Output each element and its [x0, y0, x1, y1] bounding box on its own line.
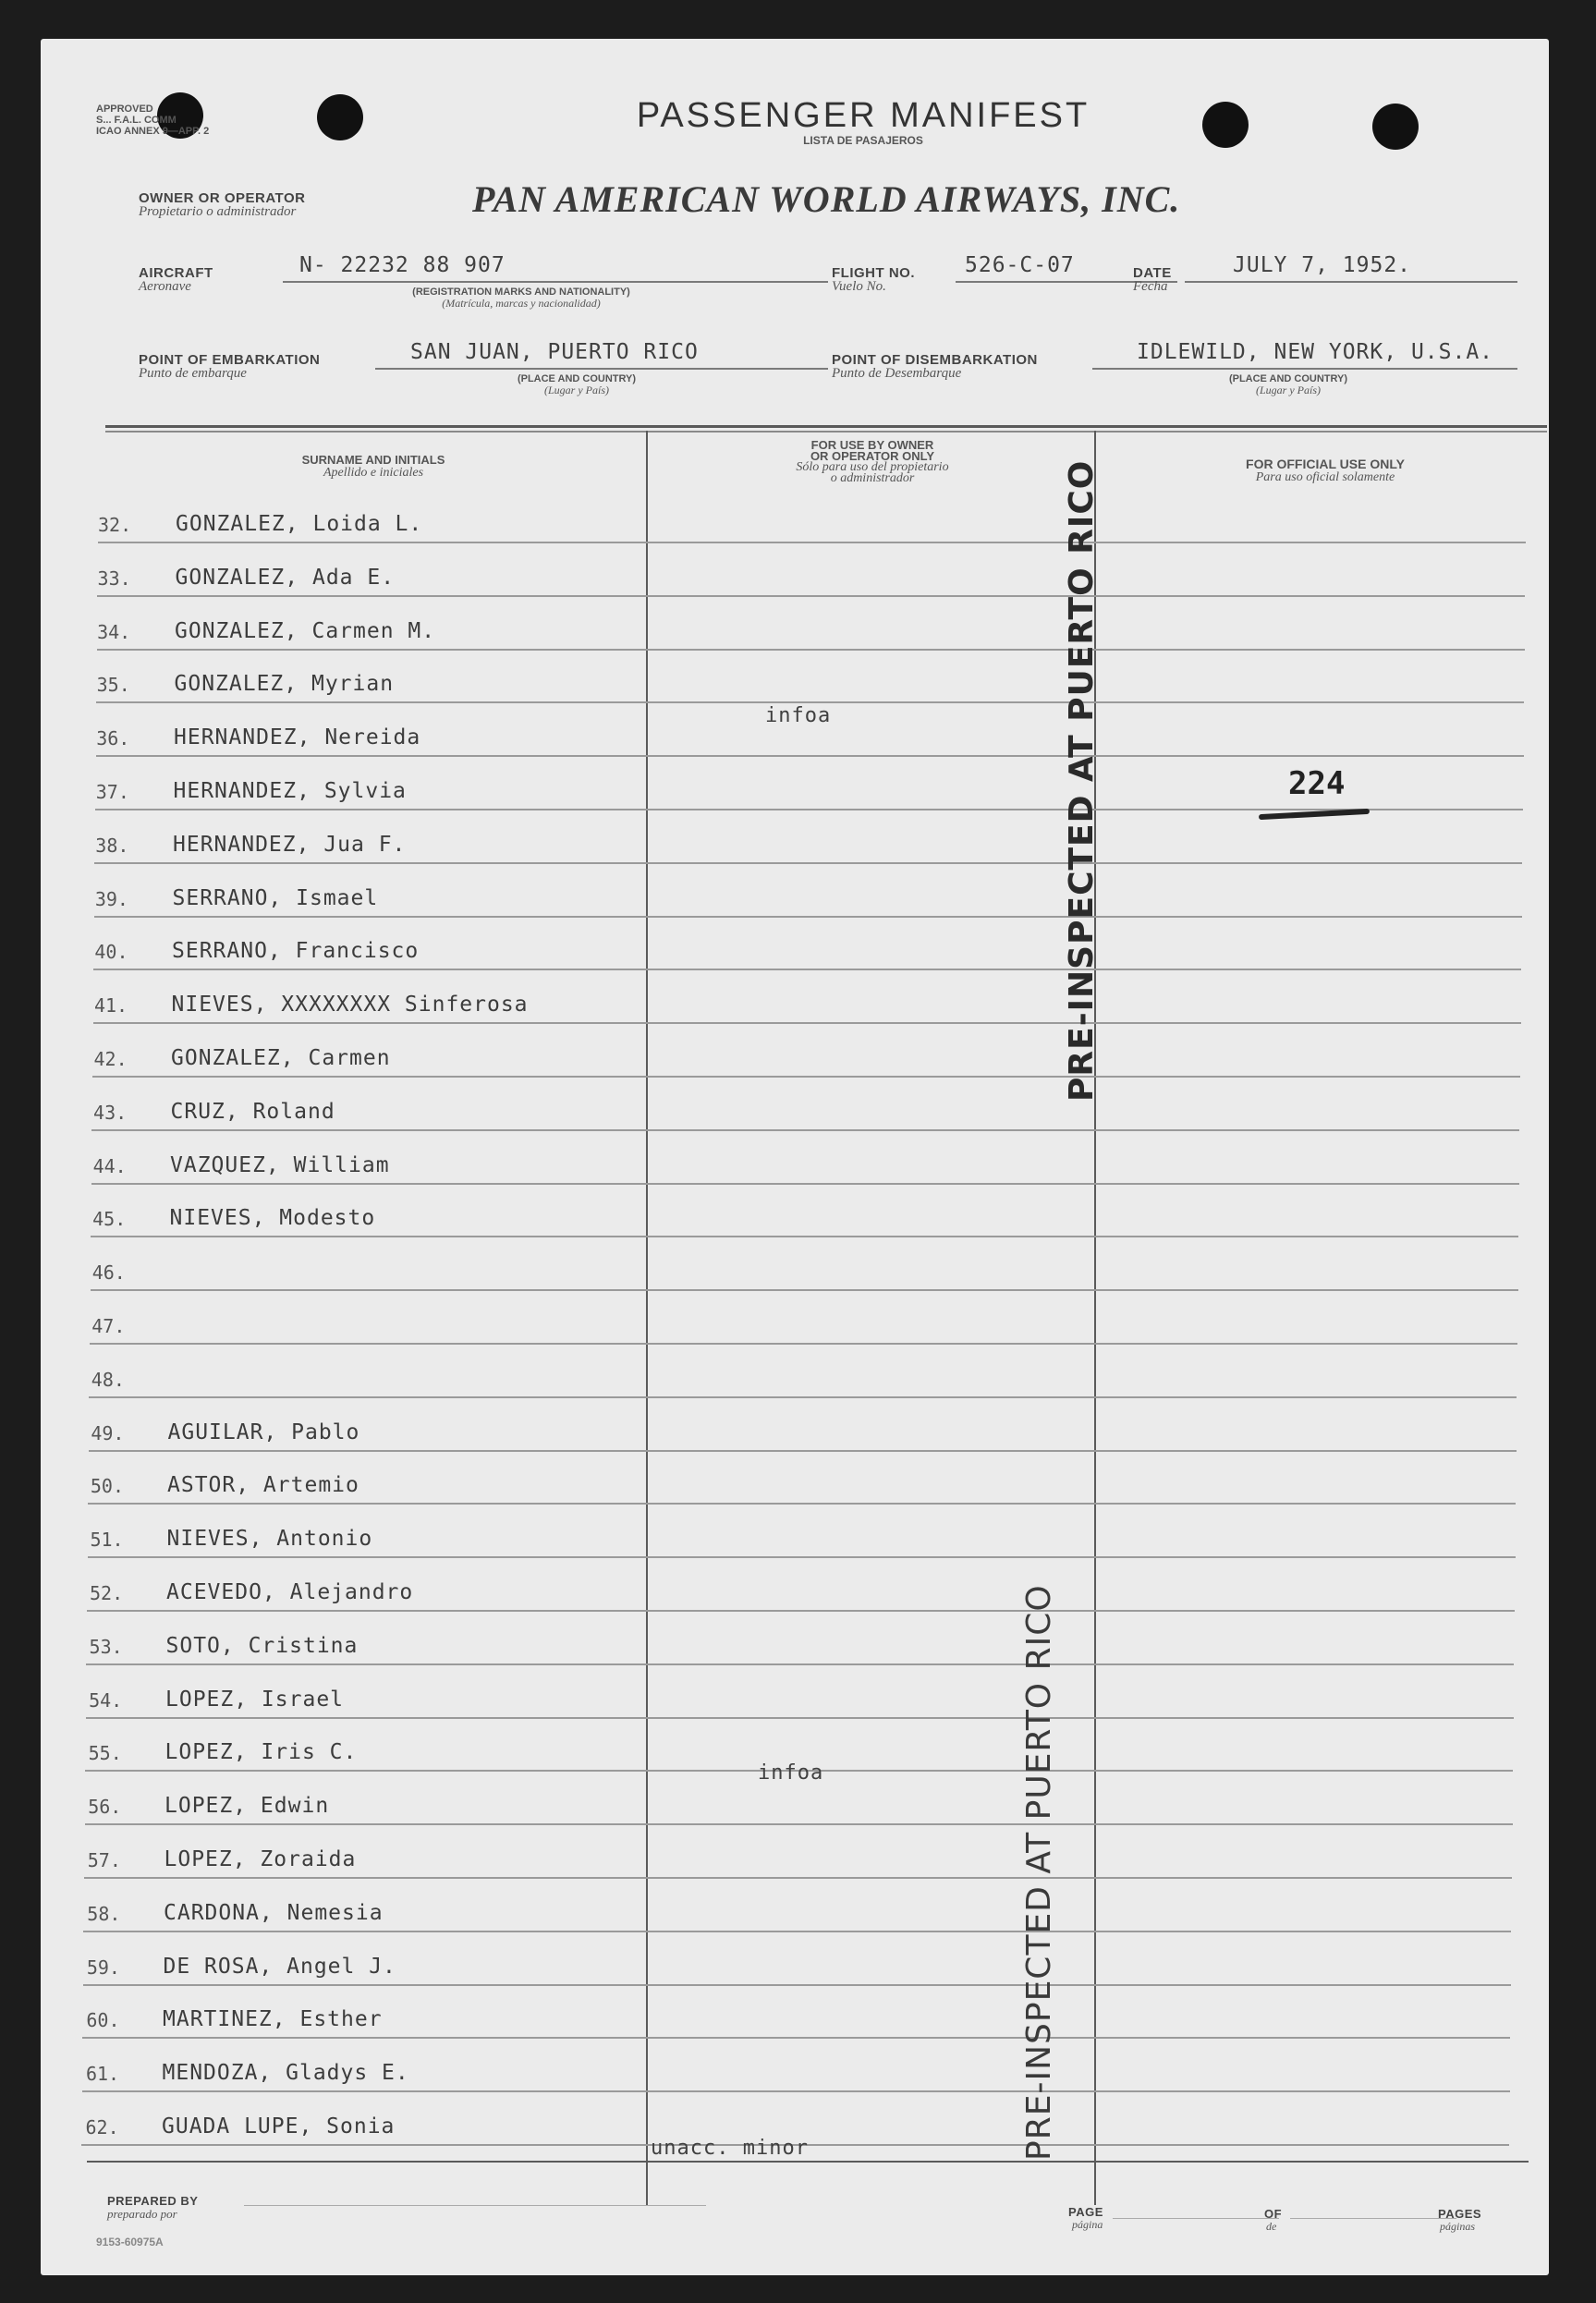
- row-rule: [82, 2090, 1510, 2092]
- passenger-name: SOTO, Cristina: [165, 1634, 359, 1658]
- approval-text: [96, 104, 318, 137]
- row-rule: [89, 1396, 1517, 1398]
- row-rule: [94, 862, 1522, 864]
- row-number: 52.: [90, 1582, 124, 1604]
- embarkation-sub-es: (Lugar y País): [544, 384, 609, 396]
- row-number: 53.: [89, 1636, 123, 1658]
- row-rule: [88, 1503, 1516, 1505]
- passenger-name: GUADA LUPE, Sonia: [162, 2114, 396, 2138]
- pages-label: PAGES: [1438, 2207, 1482, 2221]
- owner-note-unaccompanied-minor: unacc. minor: [651, 2137, 809, 2160]
- punch-hole: [1202, 102, 1249, 148]
- passenger-name: MENDOZA, Gladys E.: [162, 2061, 409, 2085]
- of-label: OF: [1264, 2207, 1283, 2221]
- row-rule: [91, 1183, 1519, 1185]
- row-number: 34.: [97, 621, 131, 643]
- aircraft-label-es: Aeronave: [139, 279, 191, 294]
- date-underline: [1185, 281, 1517, 283]
- passenger-name: CRUZ, Roland: [170, 1100, 335, 1124]
- column-header-name-es: Apellido e iniciales: [323, 466, 424, 480]
- passenger-name: SERRANO, Ismael: [172, 886, 379, 910]
- column-header-official: FOR OFFICIAL USE ONLY: [1246, 457, 1405, 471]
- page-line: [1113, 2218, 1279, 2219]
- passenger-name: LOPEZ, Edwin: [164, 1794, 330, 1818]
- owner-header-line-es: Sólo para uso del propietario: [796, 460, 949, 474]
- row-rule: [96, 701, 1524, 703]
- row-rule: [91, 1289, 1518, 1291]
- owner-header-line: OR OPERATOR ONLY: [810, 449, 935, 463]
- row-rule: [86, 1663, 1514, 1665]
- row-number: 45.: [92, 1208, 127, 1230]
- passenger-name: HERNANDEZ, Sylvia: [173, 779, 407, 803]
- flight-label-es: Vuelo No.: [832, 279, 886, 294]
- punch-hole: [317, 94, 363, 140]
- row-number: 48.: [91, 1369, 125, 1391]
- aircraft-sub-es: (Matrícula, marcas y nacionalidad): [442, 297, 601, 310]
- prepared-by-label: PREPARED BY: [107, 2194, 199, 2208]
- page-label: PAGE: [1068, 2205, 1103, 2219]
- row-number: 50.: [90, 1475, 125, 1497]
- row-rule: [83, 1931, 1511, 1932]
- passenger-name: DE ROSA, Angel J.: [163, 1955, 396, 1979]
- passenger-name: GONZALEZ, Myrian: [174, 672, 395, 696]
- row-number: 57.: [87, 1849, 121, 1871]
- of-label-es: de: [1266, 2220, 1277, 2233]
- row-rule: [95, 809, 1523, 810]
- passenger-name: GONZALEZ, Ada E.: [175, 566, 396, 590]
- manifest-sheet: [41, 39, 1549, 2275]
- owner-label: OWNER OR OPERATOR: [139, 190, 306, 206]
- passenger-name: VAZQUEZ, William: [170, 1153, 390, 1177]
- disembarkation-sub-es: (Lugar y País): [1256, 384, 1321, 396]
- approval-line: S... F.A.L. COMM: [96, 115, 177, 126]
- row-rule: [88, 1556, 1516, 1558]
- row-number: 38.: [95, 835, 129, 857]
- passenger-name: ACEVEDO, Alejandro: [166, 1580, 414, 1604]
- disembarkation-underline: [1092, 368, 1517, 370]
- embarkation-label-es: Punto de embarque: [139, 366, 247, 381]
- row-number: 39.: [94, 888, 128, 910]
- passenger-name: AGUILAR, Pablo: [167, 1420, 360, 1444]
- row-number: 35.: [96, 674, 130, 696]
- row-rule: [97, 595, 1525, 597]
- date-label: DATE: [1133, 265, 1172, 281]
- passenger-name: LOPEZ, Israel: [165, 1688, 345, 1712]
- passenger-name: HERNANDEZ, Jua F.: [173, 833, 407, 857]
- row-rule: [91, 1236, 1518, 1237]
- row-number: 62.: [85, 2116, 119, 2138]
- row-rule: [92, 1076, 1520, 1078]
- row-number: 42.: [93, 1048, 128, 1070]
- aircraft-value: N- 22232 88 907: [299, 253, 506, 277]
- page-label-es: página: [1072, 2218, 1103, 2231]
- disembarkation-label: POINT OF DISEMBARKATION: [832, 352, 1038, 368]
- date-value: JULY 7, 1952.: [1233, 253, 1412, 277]
- row-number: 61.: [85, 2063, 120, 2085]
- passenger-name: NIEVES, XXXXXXXX Sinferosa: [171, 993, 529, 1017]
- row-rule: [96, 755, 1524, 757]
- row-number: 58.: [87, 1903, 121, 1925]
- approval-line: ICAO ANNEX 9—APP. 2: [96, 126, 210, 137]
- passenger-name: ASTOR, Artemio: [167, 1473, 359, 1497]
- passenger-name: NIEVES, Antonio: [166, 1527, 373, 1551]
- approval-line: APPROVED: [96, 104, 153, 115]
- flight-label: FLIGHT NO.: [832, 265, 915, 281]
- pre-inspected-stamp: PRE-INSPECTED AT PUERTO RICO: [1063, 459, 1101, 1102]
- table-top-border: [105, 425, 1547, 428]
- passenger-name: HERNANDEZ, Nereida: [174, 725, 421, 749]
- row-rule: [94, 916, 1522, 918]
- row-number: 60.: [86, 2009, 120, 2031]
- row-number: 54.: [89, 1689, 123, 1712]
- row-rule: [86, 1717, 1514, 1719]
- row-rule: [84, 1877, 1512, 1879]
- pre-inspected-stamp: PRE-INSPECTED AT PUERTO RICO: [1020, 1584, 1058, 2161]
- disembarkation-sub: (PLACE AND COUNTRY): [1228, 373, 1348, 384]
- column-header-owner: [706, 440, 1039, 484]
- table-top-border-2: [105, 431, 1547, 433]
- column-header-official-es: Para uso oficial solamente: [1255, 470, 1395, 484]
- flight-value: 526-C-07: [965, 253, 1075, 277]
- embarkation-value: SAN JUAN, PUERTO RICO: [410, 340, 699, 364]
- row-number: 55.: [88, 1742, 122, 1764]
- row-number: 46.: [91, 1261, 126, 1284]
- page-title: PASSENGER MANIFEST: [636, 96, 1090, 135]
- row-number: 51.: [90, 1529, 124, 1551]
- row-rule: [87, 1610, 1515, 1612]
- official-number: 224: [1288, 765, 1346, 802]
- prepared-by-label-es: preparado por: [107, 2207, 177, 2221]
- owner-header-line-es: o administrador: [830, 471, 915, 485]
- table-bottom-border: [87, 2161, 1529, 2163]
- operator-name: PAN AMERICAN WORLD AIRWAYS, INC.: [472, 178, 1181, 220]
- row-number: 49.: [91, 1422, 125, 1444]
- page-title-es: LISTA DE PASAJEROS: [803, 134, 923, 147]
- passenger-name: CARDONA, Nemesia: [164, 1901, 384, 1925]
- row-rule: [85, 1823, 1513, 1825]
- owner-header-line: FOR USE BY OWNER: [810, 438, 934, 452]
- row-rule: [89, 1450, 1517, 1452]
- passenger-name: NIEVES, Modesto: [169, 1206, 376, 1230]
- owner-note-infoa: infoa: [765, 704, 832, 727]
- row-number: 56.: [88, 1796, 122, 1818]
- date-label-es: Fecha: [1133, 279, 1168, 294]
- disembarkation-label-es: Punto de Desembarque: [832, 366, 962, 381]
- pages-label-es: páginas: [1440, 2220, 1476, 2233]
- row-rule: [93, 969, 1521, 970]
- passenger-name: GONZALEZ, Carmen M.: [175, 619, 436, 643]
- row-number: 37.: [95, 781, 129, 803]
- row-number: 40.: [94, 941, 128, 963]
- row-number: 41.: [93, 994, 128, 1017]
- row-rule: [98, 542, 1526, 543]
- of-line: [1290, 2218, 1456, 2219]
- form-code: 9153-60975A: [96, 2236, 164, 2248]
- column-header-name: SURNAME AND INITIALS: [301, 453, 445, 467]
- row-number: 33.: [97, 567, 131, 590]
- passenger-name: MARTINEZ, Esther: [163, 2007, 383, 2031]
- aircraft-label: AIRCRAFT: [139, 265, 213, 281]
- embarkation-label: POINT OF EMBARKATION: [139, 352, 321, 368]
- owner-label-es: Propietario o administrador: [139, 204, 297, 219]
- row-rule: [83, 1984, 1511, 1986]
- row-rule: [90, 1343, 1517, 1345]
- embarkation-underline: [375, 368, 828, 370]
- passenger-name: SERRANO, Francisco: [172, 939, 420, 963]
- row-number: 36.: [96, 727, 130, 749]
- row-rule: [97, 649, 1525, 651]
- row-rule: [91, 1129, 1519, 1131]
- passenger-name: LOPEZ, Iris C.: [164, 1740, 358, 1764]
- row-rule: [82, 2037, 1510, 2039]
- passenger-name: GONZALEZ, Loida L.: [176, 512, 423, 536]
- passenger-name: LOPEZ, Zoraida: [164, 1847, 357, 1871]
- prepared-by-line: [244, 2205, 706, 2206]
- row-number: 59.: [86, 1956, 120, 1979]
- aircraft-sub: (REGISTRATION MARKS AND NATIONALITY): [412, 286, 630, 298]
- row-number: 32.: [98, 514, 132, 536]
- passenger-name: GONZALEZ, Carmen: [171, 1046, 391, 1070]
- aircraft-underline: [283, 281, 828, 283]
- row-number: 44.: [92, 1155, 127, 1177]
- row-rule: [93, 1022, 1521, 1024]
- disembarkation-value: IDLEWILD, NEW YORK, U.S.A.: [1137, 340, 1494, 364]
- column-divider-left: [646, 431, 648, 2205]
- owner-note-infoa: infoa: [758, 1761, 824, 1785]
- punch-hole: [1372, 104, 1419, 150]
- embarkation-sub: (PLACE AND COUNTRY): [517, 373, 637, 384]
- row-number: 43.: [93, 1102, 128, 1124]
- row-number: 47.: [91, 1315, 126, 1337]
